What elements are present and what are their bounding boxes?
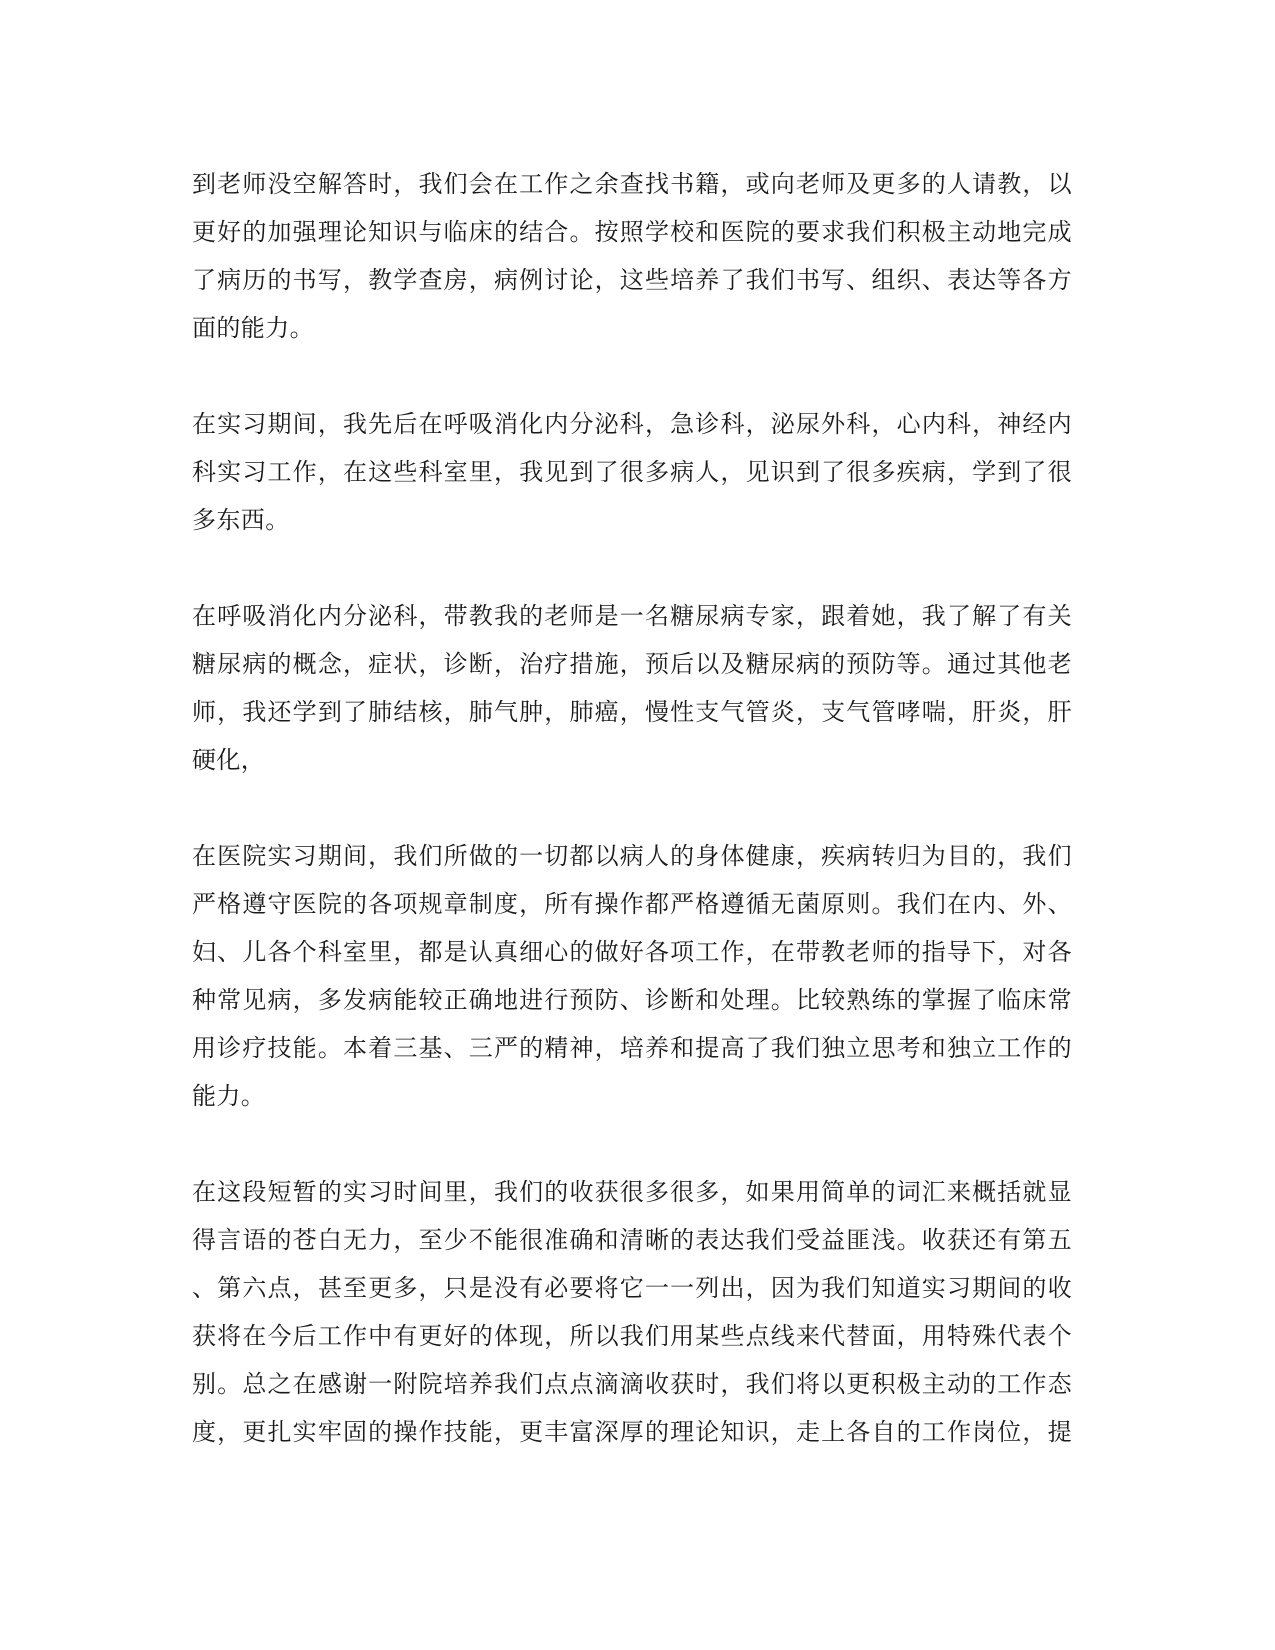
- text-line: 妇、儿各个科室里，都是认真细心的做好各项工作，在带教老师的指导下，对各: [192, 938, 1072, 966]
- text-line: 在这段短暂的实习时间里，我们的收获很多很多，如果用简单的词汇来概括就显: [192, 1178, 1072, 1206]
- text-line: 用诊疗技能。本着三基、三严的精神，培养和提高了我们独立思考和独立工作的: [192, 1034, 1072, 1062]
- text-line: 别。总之在感谢一附院培养我们点点滴滴收获时，我们将以更积极主动的工作态: [192, 1370, 1072, 1398]
- text-line: 硬化，: [192, 746, 266, 774]
- text-line: 糖尿病的概念，症状，诊断，治疗措施，预后以及糖尿病的预防等。通过其他老: [192, 650, 1072, 678]
- document-body: [192, 160, 1072, 1504]
- text-line: 度，更扎实牢固的操作技能，更丰富深厚的理论知识，走上各自的工作岗位，提: [192, 1418, 1072, 1446]
- text-line: 多东西。: [192, 506, 290, 534]
- text-line: 师，我还学到了肺结核，肺气肿，肺癌，慢性支气管炎，支气管哮喘，肝炎，肝: [192, 698, 1072, 726]
- text-line: 严格遵守医院的各项规章制度，所有操作都严格遵循无菌原则。我们在内、外、: [192, 890, 1072, 918]
- text-line: 到老师没空解答时，我们会在工作之余查找书籍，或向老师及更多的人请教，以: [192, 170, 1072, 198]
- text-line: 在实习期间，我先后在呼吸消化内分泌科，急诊科，泌尿外科，心内科，神经内: [192, 410, 1072, 438]
- text-line: 更好的加强理论知识与临床的结合。按照学校和医院的要求我们积极主动地完成: [192, 218, 1072, 246]
- text-line: 在呼吸消化内分泌科，带教我的老师是一名糖尿病专家，跟着她，我了解了有关: [192, 602, 1072, 630]
- text-line: 获将在今后工作中有更好的体现，所以我们用某些点线来代替面，用特殊代表个: [192, 1322, 1072, 1350]
- paragraph-4: [192, 832, 1072, 1120]
- text-line: 种常见病，多发病能较正确地进行预防、诊断和处理。比较熟练的掌握了临床常: [192, 986, 1072, 1014]
- paragraph-3: [192, 592, 1072, 784]
- paragraph-1: [192, 160, 1072, 352]
- text-line: 在医院实习期间，我们所做的一切都以病人的身体健康，疾病转归为目的，我们: [192, 842, 1072, 870]
- text-line: 面的能力。: [192, 314, 314, 342]
- text-line: 、第六点，甚至更多，只是没有必要将它一一列出，因为我们知道实习期间的收: [192, 1274, 1072, 1302]
- text-line: 科实习工作，在这些科室里，我见到了很多病人，见识到了很多疾病，学到了很: [192, 458, 1072, 486]
- paragraph-5: [192, 1168, 1072, 1456]
- text-line: 了病历的书写，教学查房，病例讨论，这些培养了我们书写、组织、表达等各方: [192, 266, 1072, 294]
- text-line: 能力。: [192, 1082, 266, 1110]
- paragraph-2: [192, 400, 1072, 544]
- text-line: 得言语的苍白无力，至少不能很准确和清晰的表达我们受益匪浅。收获还有第五: [192, 1226, 1072, 1254]
